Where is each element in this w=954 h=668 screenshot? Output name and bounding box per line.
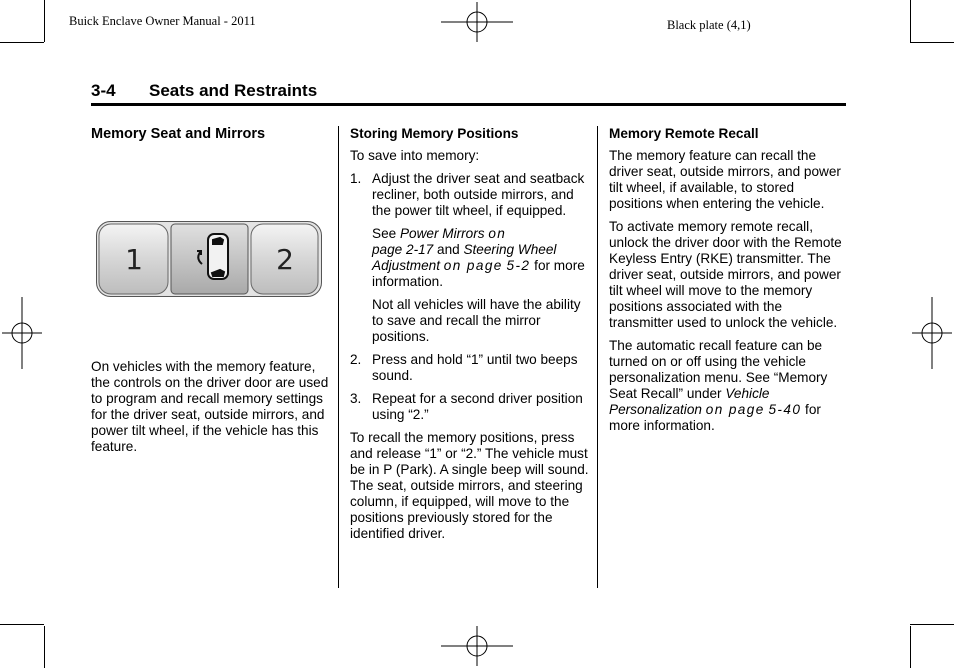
crop-mark	[44, 0, 45, 42]
section-heading	[91, 81, 846, 106]
crop-mark	[0, 42, 44, 43]
memory-set-button	[171, 224, 248, 294]
recall-paragraph: To recall the memory positions, press and release “1” or “2.” The vehicle must be in P (Park). A single beep will sound. The seat, outside mirrors, and steering column, if equipped, will move to the positions previously stored for the identified driver.	[350, 430, 589, 541]
registration-mark-icon	[912, 297, 952, 369]
print-header-right: Black plate (4,1)	[667, 18, 751, 32]
remote-recall-paragraph-2: To activate memory remote recall, unlock the driver door with the Remote Keyless Entry (RKE) transmitter. The driver seat, outside mirrors, and power tilt wheel will move to the memory positions associated with the transmitter used to unlock the vehicle.	[609, 219, 842, 330]
save-intro: To save into memory:	[350, 148, 480, 163]
link-steering-wheel-adjustment[interactable]: Steering Wheel Adjustment on page 5-2	[372, 242, 557, 273]
heading-memory-remote-recall: Memory Remote Recall	[609, 126, 759, 141]
link-vehicle-personalization[interactable]: Vehicle Personalization on page 5-40	[609, 386, 802, 417]
column-3	[609, 126, 849, 441]
list-item: 3. Repeat for a second driver position using “2.”	[350, 391, 583, 422]
crop-mark	[910, 42, 954, 43]
column-2	[350, 126, 590, 549]
see-reference: See Power Mirrors on page 2-17 and Steering Wheel Adjustment on page 5-2 for more information.	[372, 226, 585, 289]
column-1	[91, 126, 331, 142]
crop-mark	[44, 626, 45, 668]
memory-buttons-figure	[96, 221, 322, 297]
crop-mark	[0, 624, 44, 625]
crop-mark	[910, 624, 954, 625]
remote-recall-paragraph-3: The automatic recall feature can be turned on or off using the vehicle personalization menu. See “Memory Seat Recall” under Vehicle Personalization on page 5-40 for more information.	[609, 338, 828, 433]
registration-mark-icon	[2, 297, 42, 369]
link-power-mirrors[interactable]: Power Mirrors on page 2-17	[372, 226, 507, 257]
memory-button-2-label: 2	[276, 243, 294, 276]
crop-mark	[910, 626, 911, 668]
heading-memory-seat-and-mirrors: Memory Seat and Mirrors	[91, 126, 266, 142]
column-divider	[597, 126, 598, 588]
crop-mark	[910, 0, 911, 42]
memory-button-1-label: 1	[125, 243, 143, 276]
registration-mark-icon	[441, 2, 513, 42]
intro-paragraph: On vehicles with the memory feature, the controls on the driver door are used to program and recall memory settings for the driver seat, outside mirrors, and power tilt wheel, if the vehicle has this feature.	[91, 359, 329, 454]
column-divider	[338, 126, 339, 588]
column-1-body	[91, 359, 331, 462]
print-header-left: Buick Enclave Owner Manual - 2011	[69, 14, 256, 28]
note-paragraph: Not all vehicles will have the ability to save and recall the mirror positions.	[372, 297, 581, 344]
registration-mark-icon	[441, 626, 513, 666]
section-number: 3-4	[91, 81, 116, 100]
memory-button-1	[99, 224, 168, 294]
remote-recall-paragraph-1: The memory feature can recall the driver seat, outside mirrors, and power tilt wheel, if available, to stored positions when entering the vehicle.	[609, 148, 841, 211]
list-item: 1. Adjust the driver seat and seatback recliner, both outside mirrors, and the power tilt wheel, if equipped.	[350, 171, 585, 218]
memory-button-2	[251, 224, 318, 294]
steps-list-b	[350, 352, 590, 423]
list-item: 2. Press and hold “1” until two beeps sound.	[350, 352, 578, 383]
heading-storing-memory-positions: Storing Memory Positions	[350, 126, 519, 141]
section-title: Seats and Restraints	[149, 81, 318, 100]
steps-list-a	[350, 171, 590, 219]
